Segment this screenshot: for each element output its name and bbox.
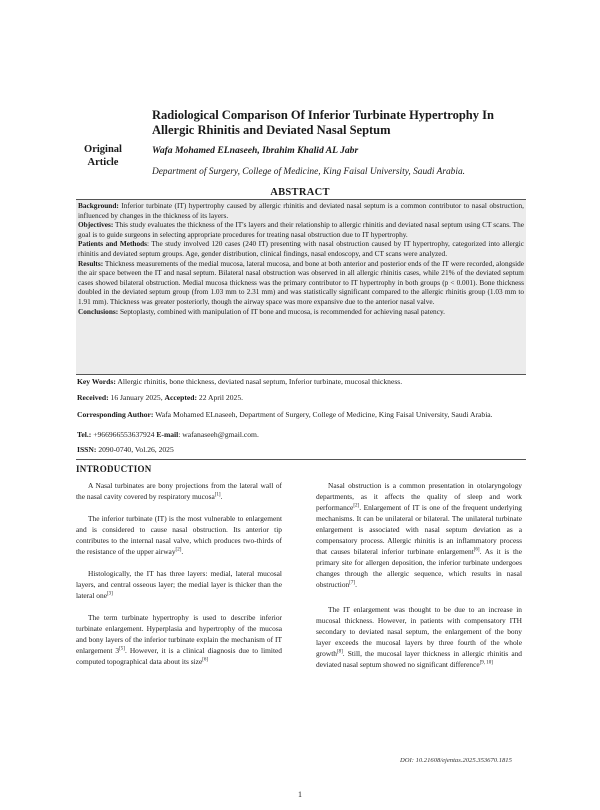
- intro-right-column: [316, 480, 522, 681]
- introduction-heading: INTRODUCTION: [76, 464, 152, 474]
- abstract-results: Results: Thickness measurements of the medial mucosa, lateral mucosa, and bone at both anterior and posterior ends of the IT were recorded, alongside the air space between the IT and nasal septum. Bilateral nasal obstruction was observed in all allergic rhinitis cases, while 21% of the deviated septum cases showed bilateral obstruction. Medial mucosa thickness was the primary contributor to IT hypertrophy in both groups (p < 0.001). Bone thickness doubled in the deviated septum group (from 1.03 mm to 2.31 mm) and was statistically significant compared to the allergic rhinitis group (1.03 mm to 1.91 mm). Thickness was greater posteriorly, though the airway space was more expansive due to the anterior nasal valve.: [78, 258, 524, 306]
- page-number: 1: [298, 790, 302, 799]
- intro-left-column: [76, 480, 282, 678]
- paragraph: A Nasal turbinates are bony projections from the lateral wall of the nasal cavity covered by respiratory mucosa[1].: [76, 481, 282, 501]
- article-type: Original Article: [84, 144, 122, 168]
- abstract-heading: ABSTRACT: [270, 187, 330, 198]
- paragraph: Histologically, the IT has three layers: medial, lateral mucosal layers, and central osseous layer; the medial layer is thicker than the lateral one[3]: [76, 569, 282, 600]
- paragraph: The term turbinate hypertrophy is used to describe inferior turbinate enlargement. Hyperplasia and hypertrophy of the mucosa and bony layers of the inferior turbinate explain the mechanism of IT enlargement 3[5]. However, it is a clinical diagnosis due to limited computed topographical data about its size[6]: [76, 613, 282, 666]
- keywords: Key Words: Allergic rhinitis, bone thickness, deviated nasal septum, Inferior turbinate, mucosal thickness.: [77, 377, 403, 386]
- abstract-objectives: Objectives: This study evaluates the thickness of the IT's layers and their relationship to allergic rhinitis and deviated nasal septum using CT scans. The goal is to guide surgeons in selecting appropriate procedures for treating nasal obstruction due to IT hypertrophy.: [78, 220, 524, 239]
- corresponding-author: Corresponding Author: Wafa Mohamed ELnaseeh, Department of Surgery, College of Medicine, King Faisal University, Saudi Arabia.: [77, 410, 493, 419]
- paragraph: The inferior turbinate (IT) is the most vulnerable to enlargement and is considered to cause nasal obstruction. Its anterior tip contributes to the internal nasal valve, which produces two-thirds of the resistance of the upper airway[2].: [76, 514, 282, 556]
- abstract-background: Background: Inferior turbinate (IT) hypertrophy caused by allergic rhinitis and deviated nasal septum is a common contributor to nasal obstruction, influenced by changes in the thickness of its layers.: [78, 201, 525, 220]
- abstract-conclusions: Conclusions: Septoplasty, combined with manipulation of IT bone and mucosa, is recommended for achieving nasal patency.: [78, 306, 445, 316]
- article-title: Radiological Comparison Of Inferior Turbinate Hypertrophy In Allergic Rhinitis and Deviated Nasal Septum: [152, 108, 494, 137]
- doi[interactable]: DOI: 10.21608/ejentas.2025.353670.1815: [400, 757, 512, 764]
- issn: ISSN: 2090-0740, Vol.26, 2025: [77, 445, 174, 454]
- abstract-box: [76, 199, 526, 375]
- affiliation: Department of Surgery, College of Medicine, King Faisal University, Saudi Arabia.: [152, 167, 465, 177]
- abstract-methods: Patients and Methods: The study involved 120 cases (240 IT) presenting with nasal obstruction caused by IT hypertrophy, categorized into allergic rhinitis and deviated septum groups. Age, gender distribution, clinical findings, nasal endoscopy, and CT scans were analyzed.: [78, 239, 525, 258]
- divider: [76, 459, 526, 460]
- paragraph: The IT enlargement was thought to be due to an increase in mucosal thickness. However, in patients with compensatory ITH secondary to deviated nasal septum, the enlargement of the bony layer exceeds the mucosal layers by three fourth of the whole growth[8]. Still, the mucosal layer thickness in allergic rhinitis and deviated nasal septum showed no significant difference[9, 10]: [316, 605, 522, 669]
- authors: Wafa Mohamed ELnaseeh, Ibrahim Khalid AL Jabr: [152, 145, 359, 156]
- email-link[interactable]: : wafanaseeh@gmail.com.: [178, 430, 259, 439]
- contact: Tel.: +966966553637924 E-mail: wafanaseeh@gmail.com.: [77, 430, 259, 439]
- dates: Received: 16 January 2025, Accepted: 22 April 2025.: [77, 393, 244, 402]
- paragraph: Nasal obstruction is a common presentation in otolaryngology departments, as it affects the quality of sleep and work performance[2]. Enlargement of IT is one of the frequent underlying mechanisms. It can be unilateral or bilateral. The unilateral turbinate enlargement is associated with nasal septum deviation as a compensatory process. Allergic rhinitis is an inflammatory process that causes bilateral inferior turbinate enlargement[6]. As it is the primary site for allergen deposition, the inferior turbinate undergoes changes through the allergic sequence, which results in nasal obstruction[7].: [316, 481, 523, 589]
